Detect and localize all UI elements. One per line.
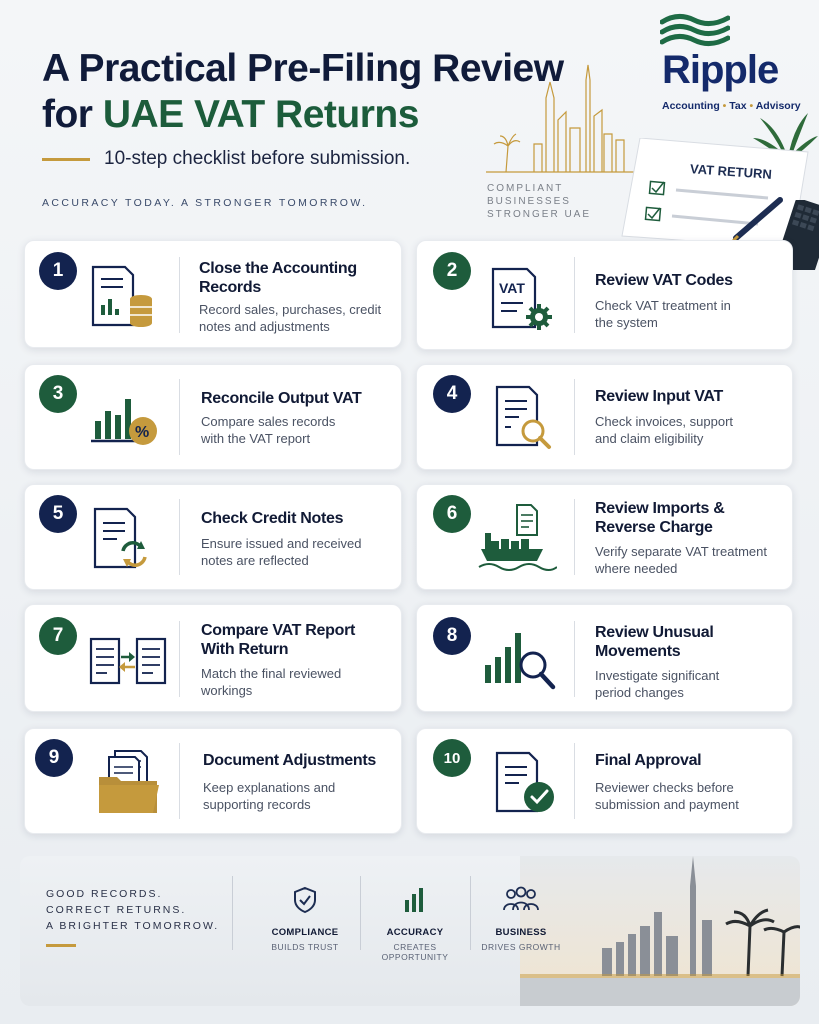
- badge-line: STRONGER UAE: [487, 209, 592, 220]
- step-description: Investigate significant period changes: [595, 668, 720, 700]
- subtitle-accent-bar: [42, 158, 90, 161]
- svg-text:VAT: VAT: [499, 280, 525, 296]
- step-title: Document Adjustments: [203, 752, 376, 769]
- step-card-8: [416, 604, 793, 712]
- card-divider: [179, 257, 180, 333]
- subtitle-text: 10-step checklist before submission.: [104, 148, 411, 169]
- svg-text:%: %: [135, 424, 150, 441]
- card-divider: [574, 379, 575, 455]
- title-line-2-prefix: for: [42, 93, 103, 136]
- brand-name: Ripple: [662, 48, 779, 92]
- cargo-ship-icon: [477, 503, 557, 575]
- pillar-title: BUSINESS: [495, 927, 547, 938]
- step-number-badge: 3: [39, 375, 77, 413]
- step-number-badge: 10: [433, 739, 471, 777]
- card-divider: [574, 499, 575, 575]
- card-divider: [179, 743, 180, 819]
- pillar-subtitle: CREATES OPPORTUNITY: [381, 942, 449, 962]
- footer-slogan-line: A BRIGHTER TOMORROW.: [46, 920, 220, 932]
- bar-chart-percent-icon: [87, 385, 161, 455]
- chart-magnifier-icon: [481, 625, 561, 695]
- tagline: ACCURACY TODAY. A STRONGER TOMORROW.: [42, 197, 368, 209]
- shield-check-icon: [292, 886, 318, 914]
- step-card-1: [24, 240, 402, 348]
- step-card-7: [24, 604, 402, 712]
- title-line-2-highlight: UAE VAT Returns: [102, 93, 419, 136]
- step-description: Keep explanations and supporting records: [203, 780, 336, 812]
- bar-chart-icon: [402, 886, 428, 914]
- card-divider: [179, 621, 180, 697]
- brand-service-advisory: Advisory: [755, 100, 801, 112]
- document-magnifier-icon: [491, 383, 561, 455]
- wave-logo-icon: [660, 10, 730, 50]
- card-divider: [179, 499, 180, 575]
- brand-separator: •: [746, 100, 756, 112]
- badge-line: BUSINESSES: [487, 196, 571, 207]
- compliance-badge-text: [487, 182, 591, 221]
- people-icon: [501, 886, 541, 914]
- step-title: Review Unusual Movements: [595, 624, 714, 660]
- brand-service-accounting: Accounting: [662, 100, 720, 112]
- step-card-3: [24, 364, 402, 470]
- subtitle: [42, 148, 410, 170]
- step-card-9: [24, 728, 402, 834]
- step-number-badge: 7: [39, 617, 77, 655]
- pillar-subtitle: BUILDS TRUST: [271, 942, 339, 952]
- step-card-10: [416, 728, 793, 834]
- document-check-icon: [491, 749, 561, 819]
- pillar-subtitle: DRIVES GROWTH: [481, 942, 561, 952]
- vat-return-label: VAT RETURN: [689, 161, 773, 182]
- step-description: Match the final reviewed workings: [201, 666, 342, 698]
- footer-accent-bar: [46, 944, 76, 947]
- footer-slogan-line: GOOD RECORDS.: [46, 888, 163, 900]
- step-description: Ensure issued and received notes are reflected: [201, 536, 362, 568]
- title-line-1: A Practical Pre-Filing Review: [42, 47, 564, 90]
- step-title: Reconcile Output VAT: [201, 390, 362, 407]
- pillar-compliance: [250, 886, 360, 952]
- step-card-5: [24, 484, 402, 590]
- footer-slogan: [46, 886, 219, 934]
- footer-banner: [20, 856, 800, 1006]
- step-number-badge: 9: [35, 739, 73, 777]
- step-description: Compare sales records with the VAT report: [201, 414, 336, 446]
- step-title: Close the Accounting Records: [199, 260, 357, 296]
- pillar-accuracy: [360, 886, 470, 962]
- step-description: Check invoices, support and claim eligibility: [595, 414, 734, 446]
- document-refresh-icon: [89, 505, 159, 575]
- step-title: Review VAT Codes: [595, 272, 733, 289]
- step-number-badge: 5: [39, 495, 77, 533]
- card-divider: [574, 257, 575, 333]
- card-divider: [574, 743, 575, 819]
- step-title: Check Credit Notes: [201, 510, 344, 527]
- step-number-badge: 4: [433, 375, 471, 413]
- step-description: Record sales, purchases, credit notes and adjustments: [199, 302, 382, 334]
- pillar-business: [466, 886, 576, 952]
- document-chart-coins-icon: [87, 263, 157, 333]
- compare-documents-icon: [87, 635, 171, 695]
- folder-documents-icon: [95, 749, 165, 819]
- step-number-badge: 2: [433, 252, 471, 290]
- step-number-badge: 8: [433, 617, 471, 655]
- step-title: Review Input VAT: [595, 388, 723, 405]
- step-description: Reviewer checks before submission and payment: [595, 780, 739, 812]
- brand-separator: •: [719, 100, 730, 112]
- step-number-badge: 6: [433, 495, 471, 533]
- footer-divider: [232, 876, 233, 950]
- step-title: Review Imports & Reverse Charge: [595, 500, 725, 536]
- step-description: Check VAT treatment in the system: [595, 298, 731, 330]
- step-card-2: [416, 240, 793, 350]
- step-card-6: [416, 484, 793, 590]
- step-number-badge: 1: [39, 252, 77, 290]
- card-divider: [574, 621, 575, 697]
- footer-slogan-line: CORRECT RETURNS.: [46, 904, 187, 916]
- pillar-title: ACCURACY: [386, 927, 444, 938]
- pillar-title: COMPLIANCE: [271, 927, 339, 938]
- step-card-4: [416, 364, 793, 470]
- brand-service-tax: Tax: [729, 100, 747, 112]
- step-title: Final Approval: [595, 752, 702, 769]
- step-description: Verify separate VAT treatment where needed: [595, 544, 767, 576]
- step-title: Compare VAT Report With Return: [201, 622, 356, 658]
- card-divider: [179, 379, 180, 455]
- badge-line: COMPLIANT: [487, 183, 564, 194]
- vat-document-gear-icon: [487, 265, 557, 335]
